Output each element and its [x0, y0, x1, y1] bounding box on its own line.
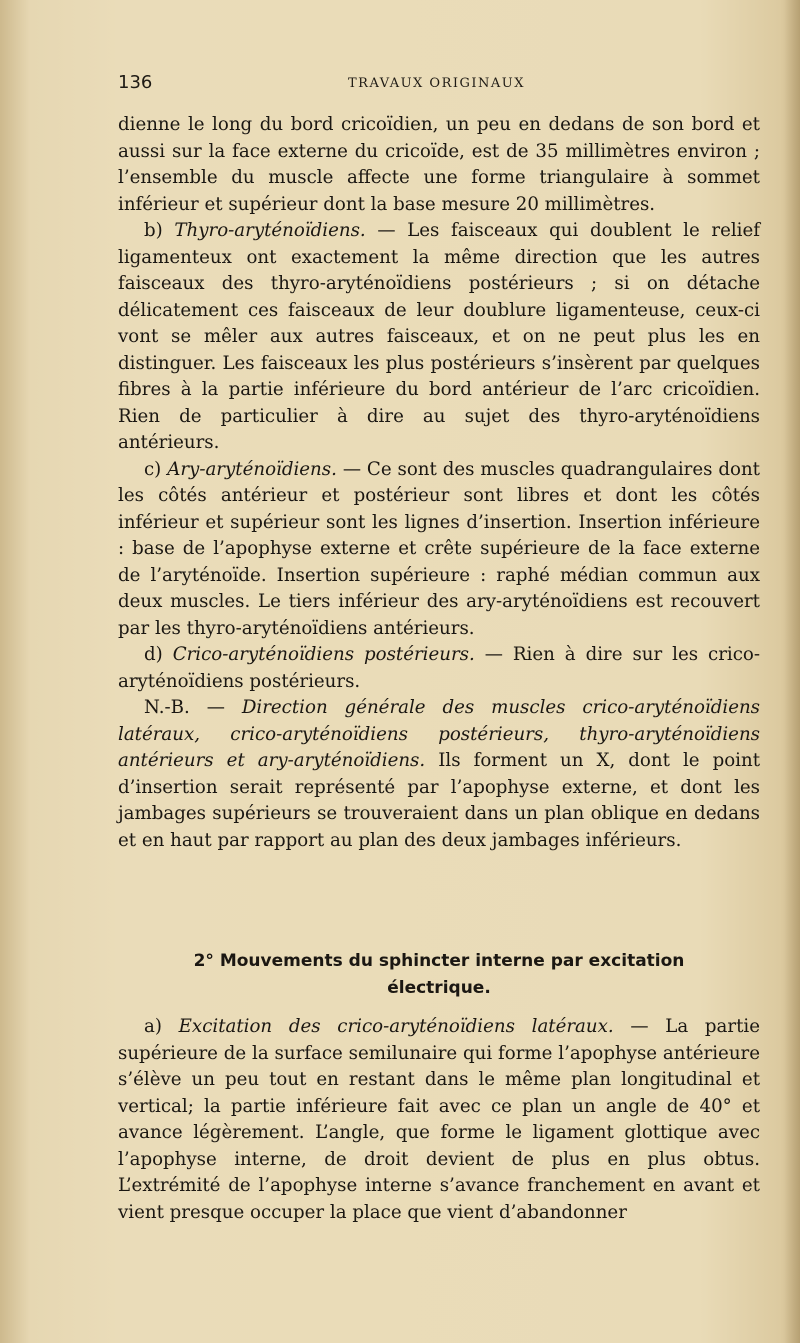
paragraph-crico-arytenoidiens-posterieurs [118, 642, 760, 695]
section-body-text [118, 1014, 760, 1226]
section-title-line-2: électrique. [387, 978, 491, 998]
paragraph-ary-arytenoidiens [118, 457, 760, 643]
note-text: Ils forment un X, dont le point d’insertion serait représenté par l’apophyse externe, et dont les jambages supérieurs se trouveraient dans un plan oblique en dedans et en haut par rapport au plan des deux jambages inférieurs. [118, 750, 761, 851]
paragraph-excitation [118, 1014, 760, 1226]
running-head: TRAVAUX ORIGINAUX [348, 76, 526, 91]
paragraph-label: b) [144, 220, 175, 241]
paragraph-note [118, 695, 760, 854]
paragraph-label: d) [144, 644, 173, 665]
paragraph-heading: Excitation des crico-aryténoïdiens latéraux. [178, 1016, 614, 1037]
paragraph-text: dienne le long du bord cricoïdien, un peu en dedans de son bord et aussi sur la face externe du cricoïde, est de 35 millimètres environ ; l’ensemble du muscle affecte une forme triangulaire à sommet inférieur et supérieur dont la base mesure 20 millimètres. [118, 114, 760, 215]
paragraph-heading: Ary-aryténoïdiens. [167, 458, 337, 480]
page-edge-shadow [784, 0, 800, 1343]
section-title [118, 948, 760, 1002]
section-title-line-1: 2° Mouvements du sphincter interne par excitation [193, 951, 685, 971]
paragraph-heading: Crico-aryténoïdiens postérieurs. [172, 644, 475, 665]
paragraph-text: — Rien à dire sur les crico-aryténoïdiens postérieurs. [118, 644, 760, 692]
page-number: 136 [118, 72, 153, 93]
paragraph-text: — Les faisceaux qui doublent le relief ligamenteux ont exactement la même direction que les autres faisceaux des thyro-aryténoïdiens postérieurs ; si on détache délicatement ces faisceaux de leur doublure ligamenteuse, ceux-ci vont se mêler aux autres faisceaux, et on ne peut plus les en distinguer. Les faisceaux les plus postérieurs s’insèrent par quelques fibres à la partie inférieure du bord antérieur de l’arc cricoïdien. Rien de particulier à dire au sujet des thyro-aryténoïdiens antérieurs. [118, 220, 760, 453]
paragraph-text: — La partie supérieure de la surface semilunaire qui forme l’apophyse antérieure s’élève un peu tout en restant dans le même plan longitudinal et vertical; la partie inférieure fait avec ce plan un angle de 40° et avance légèrement. L’angle, que forme le ligament glottique avec l’apophyse interne, de droit devient de plus en plus obtus. L’extrémité de l’apophyse interne s’avance franchement en avant et vient presque occuper la place que vient d’abandonner [118, 1016, 760, 1223]
paragraph-label: c) [144, 458, 168, 480]
paragraph-continuation [118, 112, 760, 218]
note-heading: Direction générale des muscles crico-aryténoïdiens latéraux, crico-aryténoïdiens postérieurs, thyro-aryténoïdiens antérieurs et ary-aryténoïdiens. [118, 697, 761, 771]
paragraph-heading: Thyro-aryténoïdiens. [174, 220, 366, 241]
paragraph-text: — Ce sont des muscles quadrangulaires dont les côtés antérieur et postérieur sont libres et dont les côtés inférieur et supérieur sont les lignes d’insertion. Insertion inférieure : base de l’apophyse externe et crête supérieure de la face externe de l’aryténoïde. Insertion supérieure : raphé médian commun aux deux muscles. Le tiers inférieur des ary-aryténoïdiens est recouvert par les thyro-aryténoïdiens antérieurs. [118, 458, 760, 639]
page-header [118, 72, 758, 100]
note-label: N.-B. — [144, 697, 242, 718]
paragraph-thyro-arytenoidiens [118, 218, 760, 457]
body-text [118, 112, 760, 854]
paragraph-label: a) [144, 1016, 179, 1037]
